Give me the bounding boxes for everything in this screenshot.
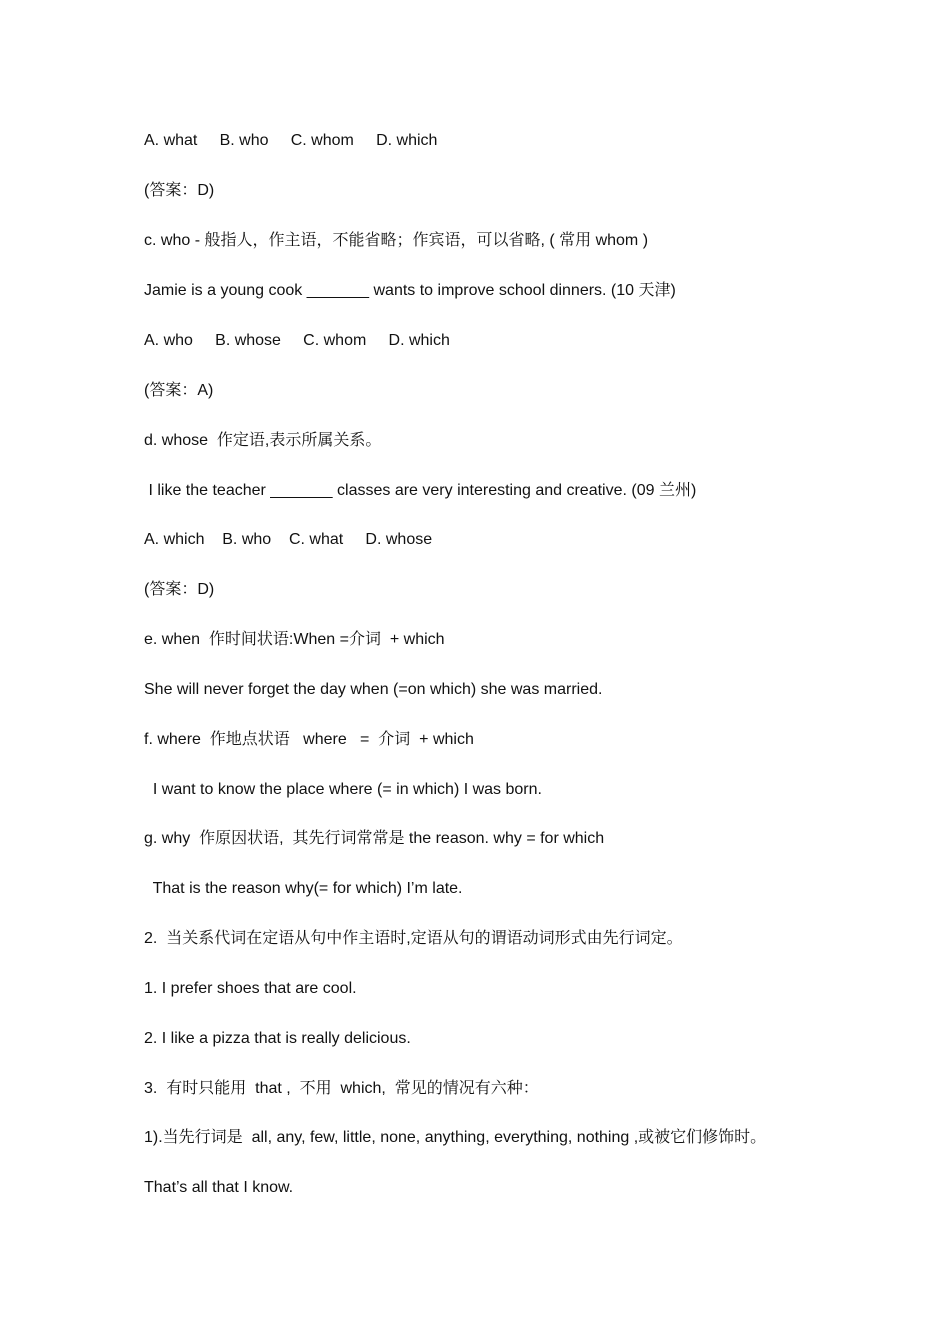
answer-line-2: (答案：A) <box>144 382 214 399</box>
options-line-3: A. which B. who C. what D. whose <box>144 531 433 548</box>
question-whose: I like the teacher _______ classes are very interesting and creative. (09 兰州) <box>144 482 697 499</box>
example-pizza: 2. I like a pizza that is really delicious. <box>144 1030 411 1047</box>
answer-line-3: (答案：D) <box>144 581 215 598</box>
rule-subject-agreement: 2. 当关系代词在定语从句中作主语时,定语从句的谓语动词形式由先行词定。 <box>144 930 683 947</box>
rule-where: f. where 作地点状语 where = 介词 + which <box>144 731 474 748</box>
example-all: That’s all that I know. <box>144 1179 294 1196</box>
rule-antecedent-all: 1).当先行词是 all, any, few, little, none, anything, everything, nothing ,或被它们修饰时。 <box>144 1129 767 1146</box>
example-why: That is the reason why(= for which) I’m late. <box>144 880 463 897</box>
example-where: I want to know the place where (= in which) I was born. <box>144 781 542 798</box>
rule-whose: d. whose 作定语,表示所属关系。 <box>144 432 382 449</box>
example-when: She will never forget the day when (=on which) she was married. <box>144 681 603 698</box>
options-line-1: A. what B. who C. whom D. which <box>144 132 438 149</box>
rule-why: g. why 作原因状语, 其先行词常常是 the reason. why = for which <box>144 830 605 847</box>
answer-line-1: (答案：D) <box>144 182 215 199</box>
rule-when: e. when 作时间状语:When =介词 + which <box>144 631 445 648</box>
question-who: Jamie is a young cook _______ wants to improve school dinners. (10 天津) <box>144 282 676 299</box>
example-shoes: 1. I prefer shoes that are cool. <box>144 980 357 997</box>
options-line-2: A. who B. whose C. whom D. which <box>144 332 450 349</box>
rule-who: c. who - 般指人，作主语，不能省略；作宾语，可以省略, ( 常用 whom ) <box>144 232 649 249</box>
rule-only-that: 3. 有时只能用 that , 不用 which, 常见的情况有六种： <box>144 1080 539 1097</box>
